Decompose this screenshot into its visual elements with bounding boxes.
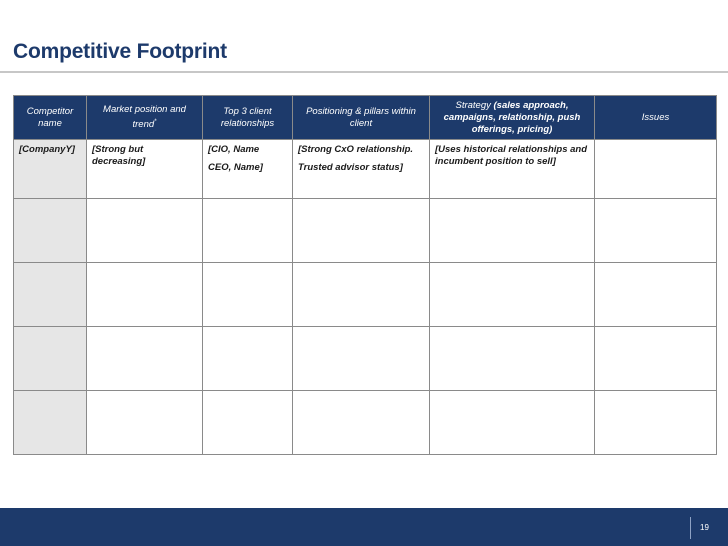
table-row (14, 391, 717, 455)
relationship-line: CEO, Name] (208, 162, 263, 173)
positioning-cell (293, 199, 430, 263)
competitive-footprint-table (13, 95, 717, 455)
table-row (14, 140, 717, 199)
relationships-cell (203, 199, 293, 263)
relationships-cell (203, 391, 293, 455)
market-position-cell (87, 263, 203, 327)
issues-cell (595, 199, 717, 263)
market-position-text: [Strong but decreasing] (92, 144, 146, 167)
table-row (14, 263, 717, 327)
header-strategy-label: Strategy (455, 99, 491, 111)
issues-cell (595, 391, 717, 455)
competitor-cell (14, 391, 87, 455)
relationship-line: [CIO, Name (208, 144, 260, 155)
strategy-cell (430, 391, 595, 455)
positioning-cell (293, 391, 430, 455)
strategy-cell (430, 327, 595, 391)
issues-cell (595, 263, 717, 327)
market-position-cell (87, 140, 203, 199)
header-strategy-detail: (sales approach, campaigns, relationship, push offerings, pricing) (443, 99, 581, 135)
strategy-cell (430, 263, 595, 327)
competitor-name: [CompanyY] (19, 144, 75, 155)
market-position-cell (87, 327, 203, 391)
table-row (14, 199, 717, 263)
header-client-relationships: Top 3 client relationships (203, 96, 293, 140)
title-divider (0, 71, 728, 73)
footer-divider (690, 517, 691, 539)
competitor-name (14, 327, 86, 331)
competitor-name (14, 199, 86, 203)
market-position-cell (87, 391, 203, 455)
page-number: 19 (700, 523, 709, 532)
strategy-text: [Uses historical relationships and incumbent position to sell] (435, 144, 588, 167)
positioning-cell (293, 263, 430, 327)
competitor-cell (14, 327, 87, 391)
header-competitor-name: Competitor name (14, 96, 87, 140)
footnote-marker: * (154, 118, 157, 125)
competitor-cell (14, 199, 87, 263)
footer-bar (0, 508, 728, 546)
header-positioning: Positioning & pillars within client (293, 96, 430, 140)
positioning-cell (293, 327, 430, 391)
competitor-cell (14, 263, 87, 327)
issues-text (595, 140, 716, 144)
header-market-position-label: Market position and trend (103, 103, 186, 131)
issues-cell (595, 327, 717, 391)
table-row (14, 327, 717, 391)
positioning-cell (293, 140, 430, 199)
strategy-cell (430, 199, 595, 263)
positioning-line: Trusted advisor status] (298, 162, 403, 173)
header-issues: Issues (595, 96, 717, 140)
strategy-cell (430, 140, 595, 199)
positioning-line: [Strong CxO relationship. (298, 144, 414, 155)
issues-cell (595, 140, 717, 199)
relationships-cell (203, 140, 293, 199)
header-market-position (87, 96, 203, 140)
competitor-cell (14, 140, 87, 199)
relationships-cell (203, 327, 293, 391)
header-strategy (430, 96, 595, 140)
table-header-row (14, 96, 717, 140)
competitor-name (14, 263, 86, 267)
page-title: Competitive Footprint (13, 40, 227, 63)
market-position-cell (87, 199, 203, 263)
competitor-name (14, 391, 86, 395)
relationships-cell (203, 263, 293, 327)
